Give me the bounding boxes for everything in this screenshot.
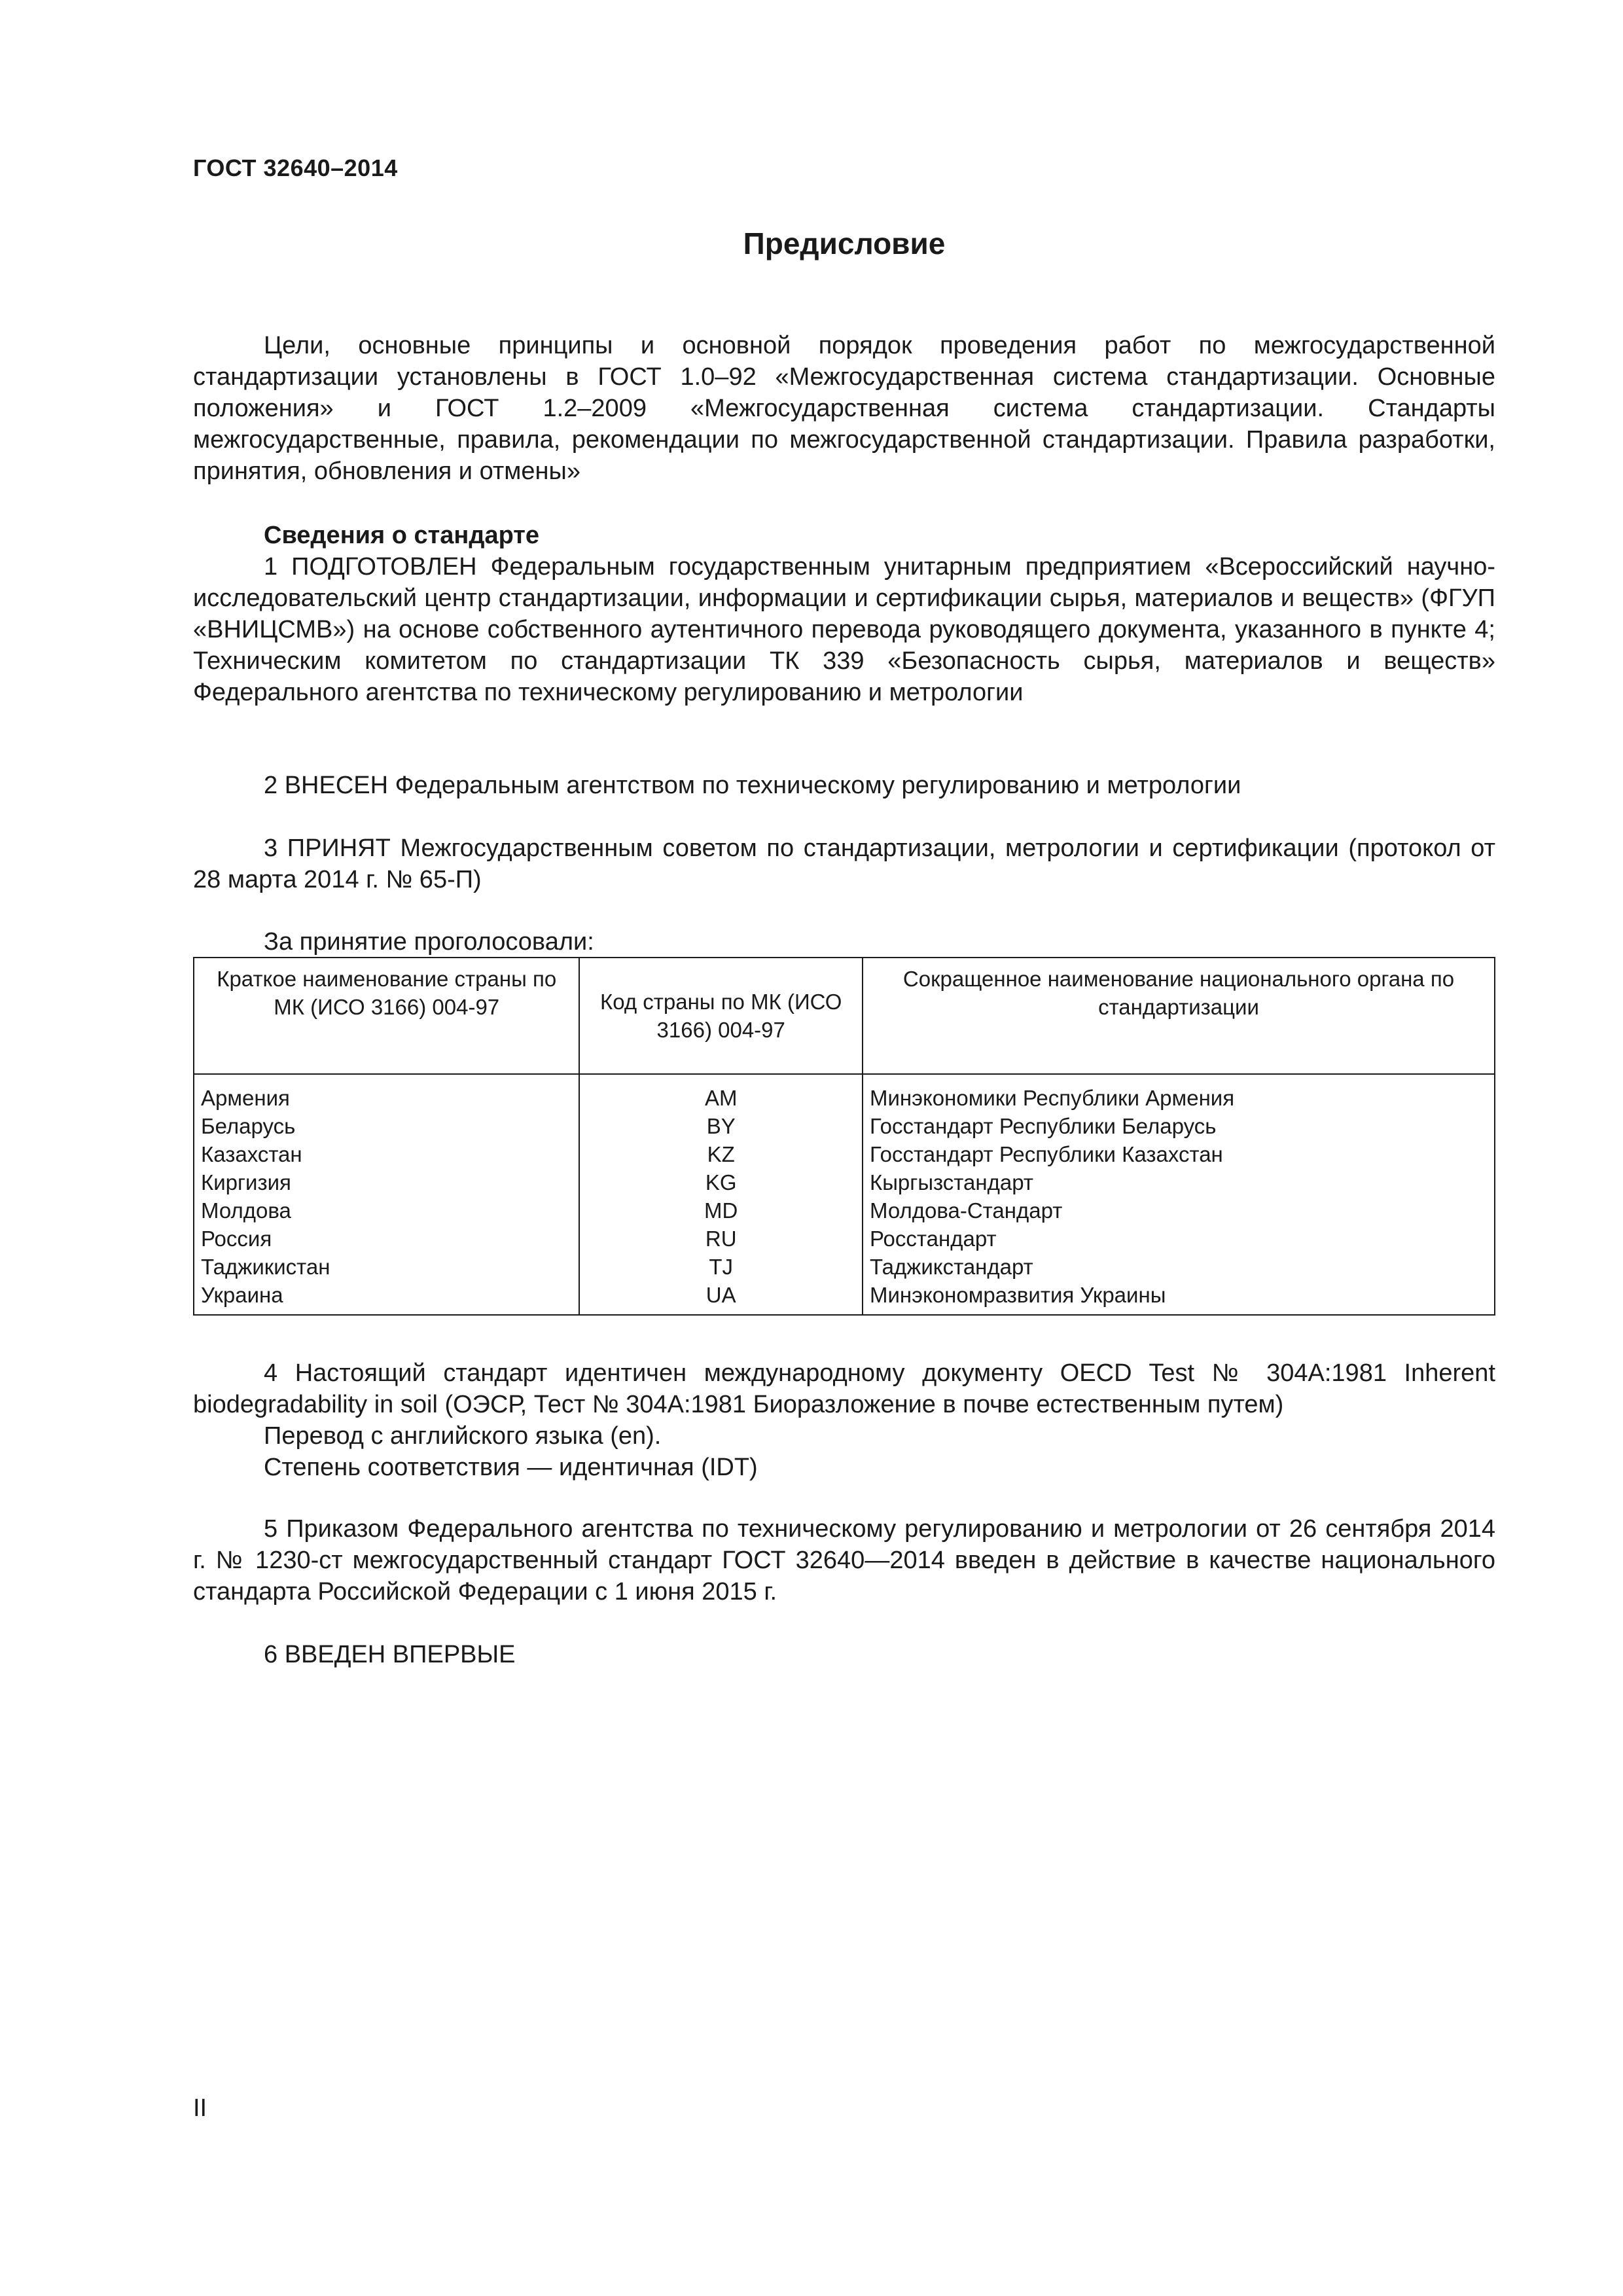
header-country-name: Краткое наименование страны по МК (ИСО 3166) 004-97 [194,958,579,1074]
standards-body-cell: Минэкономразвития Украины [863,1281,1495,1315]
standards-body-cell: Кыргызстандарт [863,1168,1495,1196]
country-name-cell: Украина [194,1281,579,1315]
info-heading: Сведения о стандарте [264,522,540,549]
country-name-cell: Казахстан [194,1140,579,1168]
table-row [194,1225,1495,1253]
item-5-paragraph: 5 Приказом Федерального агентства по техническому регулированию и метрологии от 26 сентября 2014 г. № 1230-ст межгосударственный стандарт ГОСТ 32640—2014 введен в действие в качестве национального стандарта Российской Федерации с 1 июня 2015 г. [193,1515,1495,1605]
country-name-cell: Киргизия [194,1168,579,1196]
standards-body-cell: Росстандарт [863,1225,1495,1253]
table-row [194,1074,1495,1112]
item-3-paragraph: 3 ПРИНЯТ Межгосударственным советом по стандартизации, метрологии и сертификации (протокол от 28 марта 2014 г. № 65-П) [193,834,1495,893]
conformity-note: Степень соответствия — идентичная (IDT) [264,1454,758,1481]
country-code-cell: TJ [579,1253,863,1281]
country-name-cell: Молдова [194,1196,579,1225]
voting-table [193,957,1495,1316]
country-name-cell: Беларусь [194,1112,579,1140]
table-row [194,1112,1495,1140]
table-row [194,1253,1495,1281]
header-country-code: Код страны по МК (ИСО 3166) 004-97 [579,958,863,1074]
document-page [193,0,1495,2296]
standards-body-cell: Госстандарт Республики Беларусь [863,1112,1495,1140]
translation-note: Перевод с английского языка (en). [264,1422,662,1450]
item-6-paragraph: 6 ВВЕДЕН ВПЕРВЫЕ [264,1641,516,1668]
voted-label: За принятие проголосовали: [264,928,594,956]
country-code-cell: AM [579,1074,863,1112]
table-row [194,1140,1495,1168]
intro-paragraph: Цели, основные принципы и основной порядок проведения работ по межгосударственной стандартизации установлены в ГОСТ 1.0–92 «Межгосударственная система стандартизации. Основные положения» и ГОСТ 1.2–2009 «Межгосударственная система стандартизации. Стандарты межгосударственные, правила, рекомендации по межгосударственной стандартизации. Правила разработки, принятия, обновления и отмены» [193,332,1495,485]
country-name-cell: Таджикистан [194,1253,579,1281]
country-code-cell: RU [579,1225,863,1253]
header-standards-body: Сокращенное наименование национального органа по стандартизации [863,958,1495,1074]
standards-body-cell: Минэкономики Республики Армения [863,1074,1495,1112]
page-title: Предисловие [743,226,946,260]
country-code-cell: KG [579,1168,863,1196]
standards-body-cell: Таджикстандарт [863,1253,1495,1281]
document-code: ГОСТ 32640–2014 [193,154,398,181]
country-code-cell: MD [579,1196,863,1225]
country-name-cell: Армения [194,1074,579,1112]
item-2-paragraph: 2 ВНЕСЕН Федеральным агентством по техническому регулированию и метрологии [264,772,1241,799]
country-code-cell: BY [579,1112,863,1140]
item-1-paragraph: 1 ПОДГОТОВЛЕН Федеральным государственным унитарным предприятием «Всероссийский научно-исследовательский центр стандартизации, информации и сертификации сырья, материалов и веществ» (ФГУП «ВНИЦСМВ») на основе собственного аутентичного перевода руководящего документа, указанного в пункте 4; Техническим комитетом по стандартизации ТК 339 «Безопасность сырья, материалов и веществ» Федерального агентства по техническому регулированию и метрологии [193,553,1495,706]
country-code-cell: KZ [579,1140,863,1168]
table-row [194,1281,1495,1315]
standards-body-cell: Госстандарт Республики Казахстан [863,1140,1495,1168]
item-4-paragraph: 4 Настоящий стандарт идентичен международному документу OECD Test № 304A:1981 Inherent biodegradability in soil (ОЭСР, Тест № 304A:1981 Биоразложение в почве естественным путем) [193,1359,1495,1418]
country-code-cell: UA [579,1281,863,1315]
country-name-cell: Россия [194,1225,579,1253]
table-header-row [194,958,1495,1074]
standards-body-cell: Молдова-Стандарт [863,1196,1495,1225]
page-number: II [193,2094,207,2122]
table-row [194,1196,1495,1225]
table-row [194,1168,1495,1196]
